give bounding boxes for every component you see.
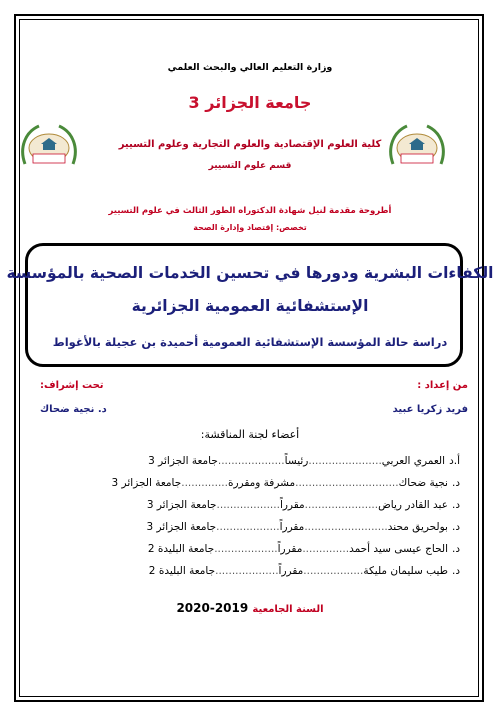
member-title: د.: [451, 521, 460, 533]
faculty-name: كلية العلوم الإقتصادية والعلوم التجارية وعلوم التسيير: [118, 139, 382, 150]
member-name: نجية ضحاك: [398, 477, 448, 489]
member-dots: ......................: [308, 455, 382, 467]
member-role: مشرفة ومقررة: [227, 477, 296, 489]
member-role: مقرراً: [277, 543, 303, 555]
member-dots: ...................: [215, 565, 279, 577]
member-title: أ.د: [449, 455, 460, 467]
committee-member-row: [85, 521, 460, 533]
case-study-title: دراسة حالة المؤسسة الإستشفائية العمومية أحميدة بن عجيلة بالأغواط: [52, 335, 448, 349]
member-institution: جامعة الجزائر 3: [148, 455, 218, 467]
member-name: بولحريق محند: [387, 521, 448, 533]
member-role: مقرراً: [278, 565, 304, 577]
committee-member-row: [85, 455, 460, 467]
member-name: عبد القادر رياض: [378, 499, 448, 511]
member-dots: ...................: [216, 521, 280, 533]
committee-title: أعضاء لجنة المناقشة:: [200, 428, 300, 441]
member-dots: ....................: [217, 455, 285, 467]
member-dots: ..............: [181, 477, 228, 489]
member-institution: جامعة البليدة 2: [148, 565, 216, 577]
member-title: د.: [451, 565, 460, 577]
member-name: العمري العربي: [381, 455, 446, 467]
member-role: مقرراً: [279, 521, 305, 533]
committee-member-row: [85, 477, 460, 489]
member-institution: جامعة الجزائر 3: [111, 477, 182, 489]
member-role: مقرراً: [279, 499, 305, 511]
member-dots: ..................: [303, 565, 364, 577]
university-name: جامعة الجزائر 3: [188, 93, 312, 112]
member-name: طيب سليمان مليكة: [363, 565, 448, 577]
supervisor-label: تحت إشراف:: [40, 380, 104, 391]
member-title: د.: [451, 477, 460, 489]
member-dots: ..............: [302, 543, 350, 555]
member-dots: ...................: [216, 499, 280, 511]
committee-member-row: [85, 565, 460, 577]
member-name: الحاج عيسى سيد أحمد: [349, 543, 448, 555]
member-title: د.: [451, 543, 460, 555]
member-institution: جامعة الجزائر 3: [146, 499, 217, 511]
student-name: فريد زكريا عبيد: [392, 404, 468, 415]
member-title: د.: [451, 499, 460, 511]
academic-year-label: السنة الجامعية: [252, 604, 324, 615]
member-dots: .........................: [304, 521, 388, 533]
member-role: رئيساً: [284, 455, 309, 467]
academic-year-value: 2020-2019: [176, 601, 249, 615]
supervisor-name: د. نجية ضحاك: [40, 404, 107, 415]
thesis-title-line-1: الكفاءات البشرية ودورها في تحسين الخدمات الصحية بالمؤسسة: [6, 264, 494, 282]
member-institution: جامعة الجزائر 3: [146, 521, 217, 533]
member-dots: ...................: [214, 543, 278, 555]
thesis-specialty: تخصص: إقتصاد وإدارة الصحة: [193, 223, 307, 232]
ministry-name: وزارة التعليم العالي والبحث العلمي: [167, 62, 333, 73]
department-name: قسم علوم التسيير: [208, 161, 292, 171]
member-dots: ...............................: [295, 477, 399, 489]
committee-member-row: [85, 543, 460, 555]
thesis-type: أطروحة مقدمة لنيل شهادة الدكتوراه الطور الثالث في علوم التسيير: [108, 206, 392, 216]
member-dots: ......................: [304, 499, 379, 511]
prepared-by-label: من إعداد :: [417, 380, 468, 391]
member-institution: جامعة البليدة 2: [147, 543, 215, 555]
committee-member-row: [85, 499, 460, 511]
academic-year: [0, 601, 500, 615]
thesis-title-line-2: الإستشفائية العمومية الجزائرية: [131, 297, 369, 315]
